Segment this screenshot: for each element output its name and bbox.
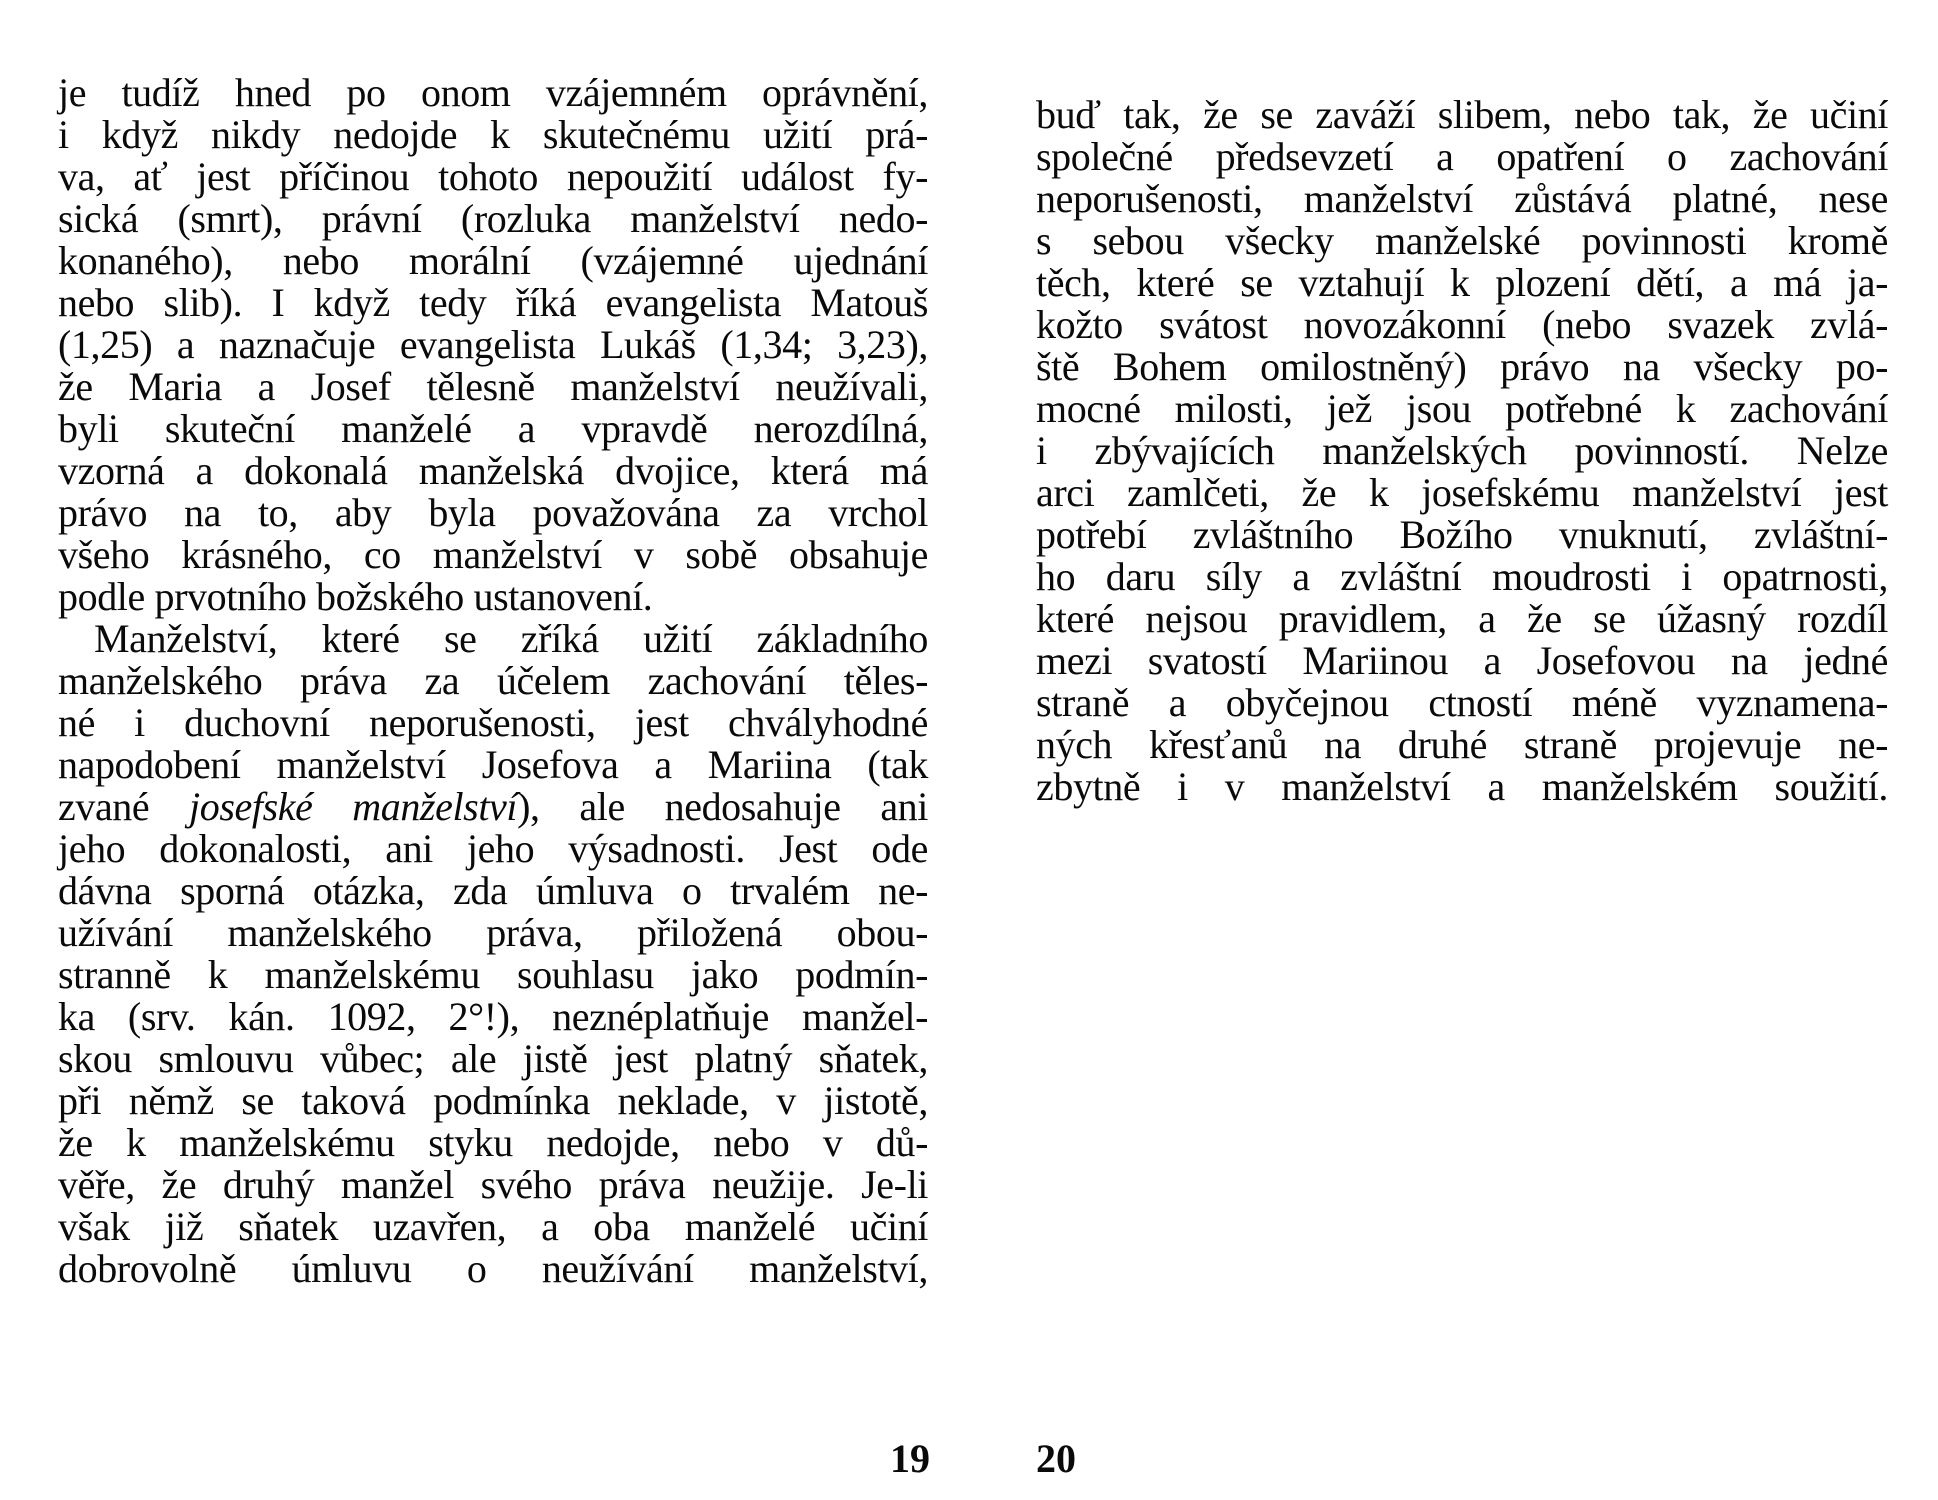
text-line: těch, které se vztahují k plození dětí, a má ja- bbox=[1036, 260, 1888, 305]
text-line: právo na to, aby byla považována za vrchol bbox=[58, 490, 928, 535]
text-line: né i duchovní neporušenosti, jest chvályhodné bbox=[58, 700, 928, 745]
text-line: buď tak, že se zaváží slibem, nebo tak, že učiní bbox=[1036, 92, 1888, 137]
left-page-text bbox=[58, 72, 928, 1290]
text-line: zbytně i v manželství a manželském soužití. bbox=[1036, 764, 1888, 809]
text-line: společné předsevzetí a opatření o zachování bbox=[1036, 134, 1888, 179]
italic-term: josefské manželství bbox=[189, 784, 518, 829]
text-line: věře, že druhý manžel svého práva neužije. Je-li bbox=[58, 1162, 928, 1207]
text-line: které nejsou pravidlem, a že se úžasný rozdíl bbox=[1036, 596, 1888, 641]
text-line: neporušenosti, manželství zůstává platné, nese bbox=[1036, 176, 1888, 221]
text-line: však již sňatek uzavřen, a oba manželé učiní bbox=[58, 1204, 928, 1249]
text-fragment: zvané bbox=[58, 784, 190, 829]
text-line: při němž se taková podmínka neklade, v jistotě, bbox=[58, 1078, 928, 1123]
page-number: 19 bbox=[890, 1436, 930, 1481]
text-line: mezi svatostí Mariinou a Josefovou na jedné bbox=[1036, 638, 1888, 683]
text-line: ných křesťanů na druhé straně projevuje ne- bbox=[1036, 722, 1888, 767]
paragraph-end-line: podle prvotního božského ustanovení. bbox=[58, 574, 653, 619]
text-line: kožto svátost novozákonní (nebo svazek zvlá- bbox=[1036, 302, 1888, 347]
text-line: dobrovolně úmluvu o neužívání manželství, bbox=[58, 1246, 928, 1291]
text-line: že Maria a Josef tělesně manželství neužívali, bbox=[58, 364, 928, 409]
text-line: ka (srv. kán. 1092, 2°!), neznéplatňuje manžel- bbox=[58, 994, 928, 1039]
text-line: je tudíž hned po onom vzájemném oprávnění, bbox=[58, 70, 928, 115]
text-line: i když nikdy nedojde k skutečnému užití prá- bbox=[58, 112, 928, 157]
text-line: manželského práva za účelem zachování těles- bbox=[58, 658, 928, 703]
text-line: ště Bohem omilostněný) právo na všecky po- bbox=[1036, 344, 1888, 389]
text-line: potřebí zvláštního Božího vnuknutí, zvláštní- bbox=[1036, 512, 1888, 557]
text-line: (1,25) a naznačuje evangelista Lukáš (1,34; 3,23), bbox=[58, 322, 928, 367]
text-line-with-italic bbox=[58, 786, 928, 828]
text-line: arci zamlčeti, že k josefskému manželství jest bbox=[1036, 470, 1888, 515]
text-line: vzorná a dokonalá manželská dvojice, která má bbox=[58, 448, 928, 493]
text-line: všeho krásného, co manželství v sobě obsahuje bbox=[58, 532, 928, 577]
text-line: ho daru síly a zvláštní moudrosti i opatrnosti, bbox=[1036, 554, 1888, 599]
text-line: stranně k manželskému souhlasu jako podmín- bbox=[58, 952, 928, 997]
text-line: skou smlouvu vůbec; ale jistě jest platný sňatek, bbox=[58, 1036, 928, 1081]
text-line: že k manželskému styku nedojde, nebo v dů- bbox=[58, 1120, 928, 1165]
text-line: užívání manželského práva, přiložená obou- bbox=[58, 910, 928, 955]
text-line: va, ať jest příčinou tohoto nepoužití událost fy- bbox=[58, 154, 928, 199]
paragraph-start-line: Manželství, které se zříká užití základního bbox=[94, 616, 928, 661]
text-line: nebo slib). I když tedy říká evangelista Matouš bbox=[58, 280, 928, 325]
text-line: napodobení manželství Josefova a Mariina (tak bbox=[58, 742, 928, 787]
text-fragment: ), ale nedosahuje ani bbox=[517, 784, 929, 829]
text-line: s sebou všecky manželské povinnosti kromě bbox=[1036, 218, 1888, 263]
text-line: dávna sporná otázka, zda úmluva o trvalém ne- bbox=[58, 868, 928, 913]
right-page-text bbox=[1036, 94, 1888, 808]
text-line: straně a obyčejnou ctností méně vyznamena- bbox=[1036, 680, 1888, 725]
text-line: mocné milosti, jež jsou potřebné k zachování bbox=[1036, 386, 1888, 431]
page-number: 20 bbox=[1036, 1436, 1076, 1481]
text-line: byli skuteční manželé a vpravdě nerozdílná, bbox=[58, 406, 928, 451]
text-line: konaného), nebo morální (vzájemné ujednání bbox=[58, 238, 928, 283]
text-line: sická (smrt), právní (rozluka manželství nedo- bbox=[58, 196, 928, 241]
text-line: i zbývajících manželských povinností. Nelze bbox=[1036, 428, 1888, 473]
text-line: jeho dokonalosti, ani jeho výsadnosti. Jest ode bbox=[58, 826, 928, 871]
